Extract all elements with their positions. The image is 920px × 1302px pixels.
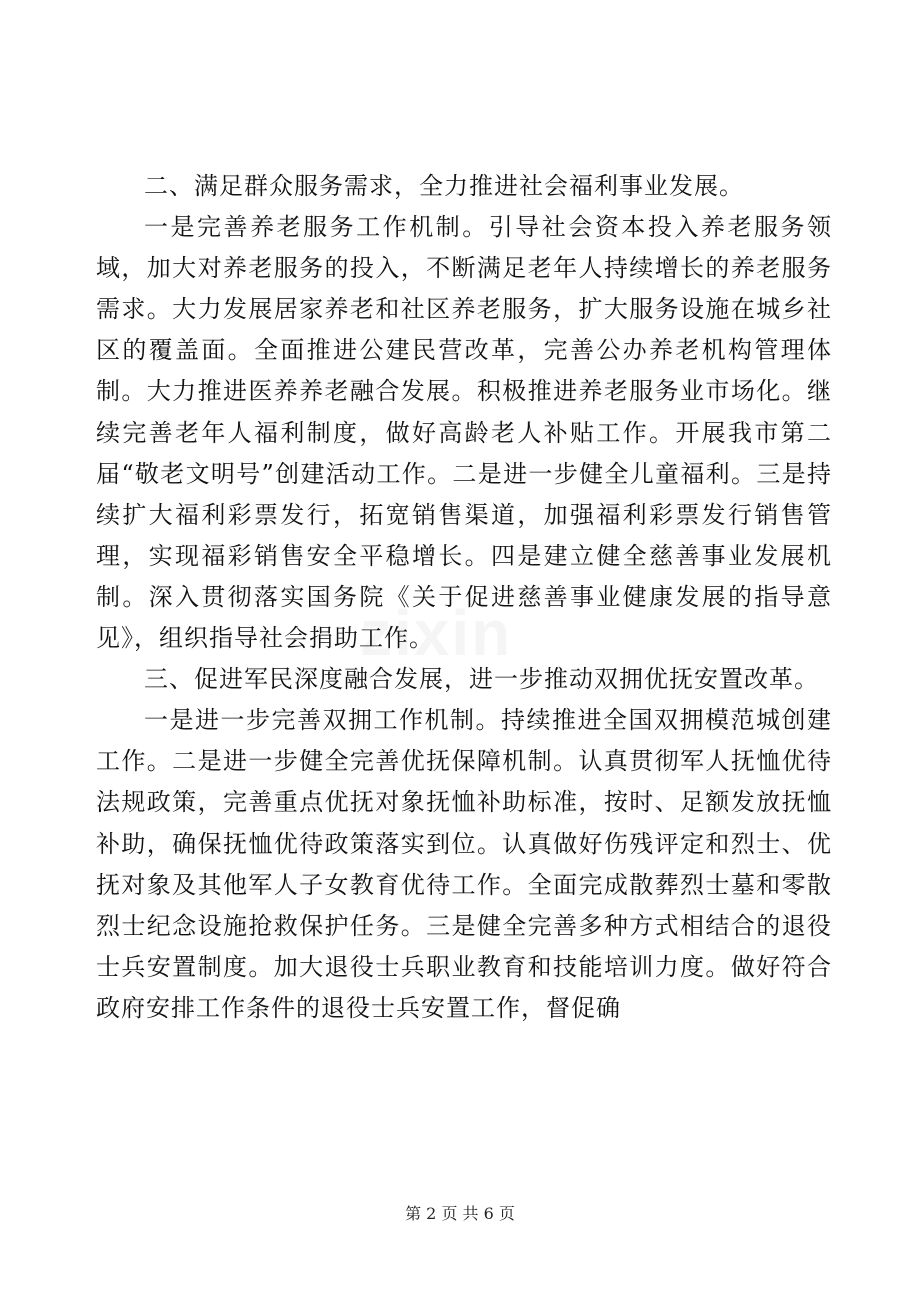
page-number: 第 2 页 共 6 页	[405, 1204, 515, 1223]
body-paragraph-2: 一是进一步完善双拥工作机制。持续推进全国双拥模范城创建工作。二是进一步健全完善优抚保障机制。认真贯彻军人抚恤优待法规政策，完善重点优抚对象抚恤补助标准，按时、足额发放抚恤补助，确保抚恤优待政策落实到位。认真做好伤残评定和烈士、优抚对象及其他军人子女教育优待工作。全面完成散葬烈士墓和零散烈士纪念设施抢救保护任务。三是健全完善多种方式相结合的退役士兵安置制度。加大退役士兵职业教育和技能培训力度。做好符合政府安排工作条件的退役士兵安置工作，督促确	[96, 706, 832, 1022]
section-heading-3: 三、促进军民深度融合发展，进一步推动双拥优抚安置改革。	[144, 665, 819, 694]
watermark: zixin	[360, 597, 513, 669]
body-paragraph-1: 一是完善养老服务工作机制。引导社会资本投入养老服务领域，加大对养老服务的投入，不断满足老年人持续增长的养老服务需求。大力发展居家养老和社区养老服务，扩大服务设施在城乡社区的覆盖面。全面推进公建民营改革，完善公办养老机构管理体制。大力推进医养养老融合发展。积极推进养老服务业市场化。继续完善老年人福利制度，做好高龄老人补贴工作。开展我市第二届“敬老文明号”创建活动工作。二是进一步健全儿童福利。三是持续扩大福利彩票发行，拓宽销售渠道，加强福利彩票发行销售管理，实现福彩销售安全平稳增长。四是建立健全慈善事业发展机制。深入贯彻落实国务院《关于促进慈善事业健康发展的指导意见》，组织指导社会捐助工作。	[96, 213, 832, 653]
page-footer	[0, 1201, 920, 1224]
document-body	[96, 166, 832, 1029]
section-heading-2: 二、满足群众服务需求，全力推进社会福利事业发展。	[144, 172, 744, 200]
